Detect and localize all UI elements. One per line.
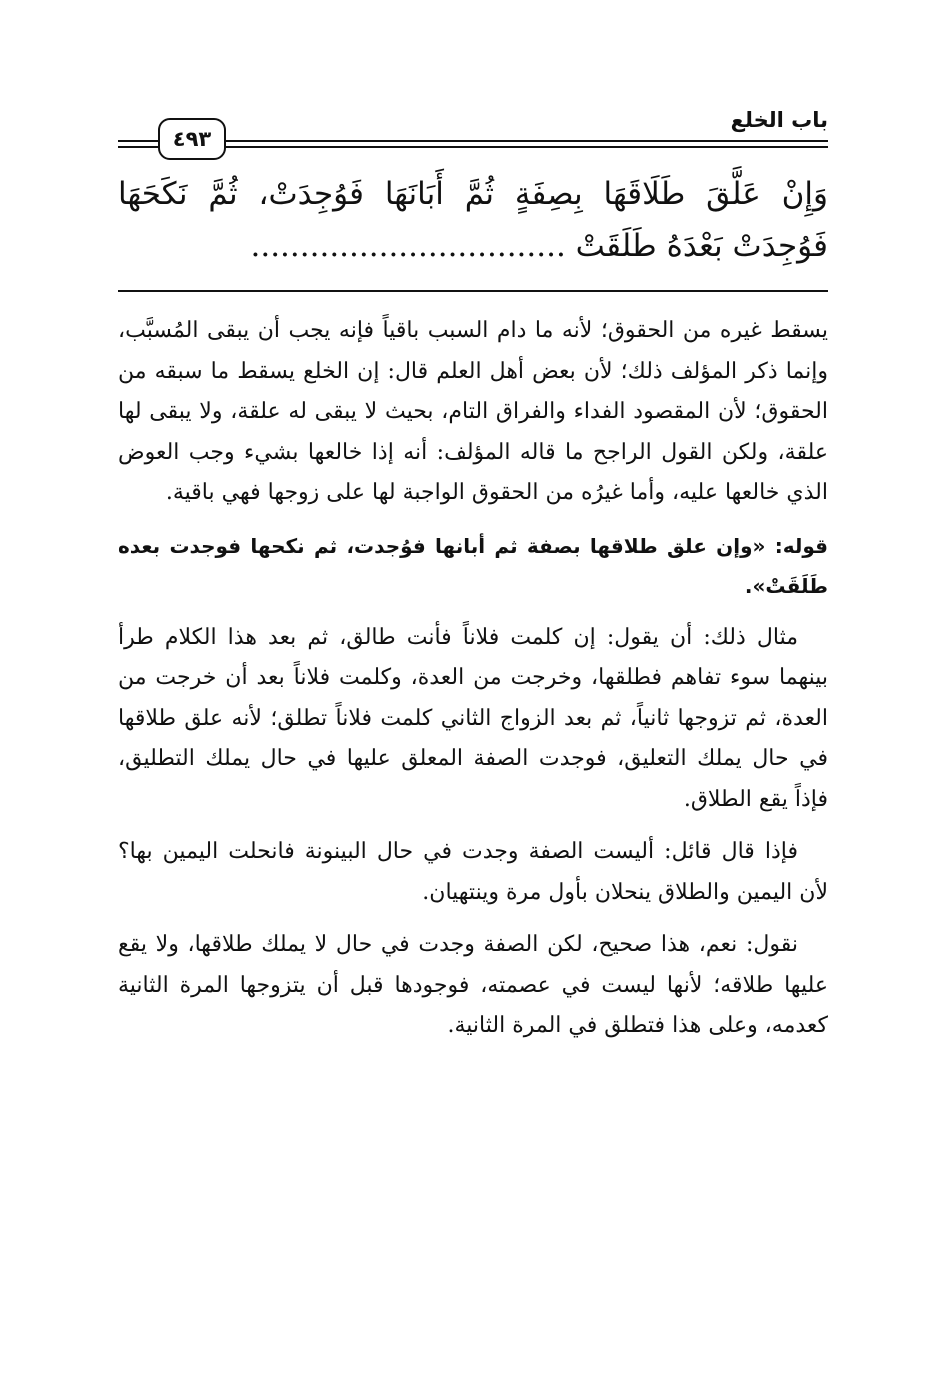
matn-text [118,168,828,272]
quote-label: قوله: [774,533,828,558]
header-rule-left [118,140,160,148]
commentary-paragraph-1: يسقط غيره من الحقوق؛ لأنه ما دام السبب باقياً فإنه يجب أن يبقى المُسبَّب، وإنما ذكر المؤلف ذلك؛ لأن بعض أهل العلم قال: إن الخلع يسقط ما سبقه من الحقوق؛ لأن المقصود الفداء والفراق التام، بحيث لا يبقى له علقة، ولا يبقى لها علقة، ولكن القول الراجح ما قاله المؤلف: أنه إذا خالعها بشيء وجب العوض الذي خالعها عليه، وأما غيرُه من الحقوق الواجبة لها على زوجها فهي باقية. [118,318,828,505]
matn-dots: ................................ [250,228,566,264]
quote-paragraph [118,526,828,606]
matn-separator [118,290,828,292]
header-rule [218,140,828,148]
commentary [118,311,828,1059]
page-number: ٤٩٣ [158,118,226,160]
page-header [118,108,828,158]
quote-text: «وإن علق طلاقها بصفة ثم أبانها فوُجدت، ثم نكحها فوجدت بعده طَلَقَتْ». [118,533,828,598]
commentary-paragraph-4: نقول: نعم، هذا صحيح، لكن الصفة وجدت في حال لا يملك طلاقها، ولا يقع عليها طلاقه؛ لأنها ليست في عصمته، فوجودها قبل أن يتزوجها المرة الثانية كعدمه، وعلى هذا فتطلق في المرة الثانية. [118,932,828,1038]
matn-line-2-text: فَوُجِدَتْ بَعْدَهُ طَلَقَتْ [575,228,828,264]
commentary-paragraph-3: فإذا قال قائل: أليست الصفة وجدت في حال البينونة فانحلت اليمين بها؟ لأن اليمين والطلاق ينحلان بأول مرة وينتهيان. [118,839,828,905]
matn-line-2 [118,220,828,272]
chapter-title: باب الخلع [730,108,828,132]
commentary-paragraph-2: مثال ذلك: أن يقول: إن كلمت فلاناً فأنت طالق، ثم بعد هذا الكلام طرأ بينهما سوء تفاهم فطلقها، وخرجت من العدة، وكلمت فلاناً بعد أن خرجت من العدة، ثم تزوجها ثانياً، ثم بعد الزواج الثاني كلمت فلاناً تطلق؛ لأنه علق طلاقها في حال يملك التعليق، فوجدت الصفة المعلق عليها في حال يملك التطليق، فإذاً يقع الطلاق. [118,624,828,812]
matn-line-1: وَإِنْ عَلَّقَ طَلَاقَهَا بِصِفَةٍ ثُمَّ أَبَانَهَا فَوُجِدَتْ، ثُمَّ نَكَحَهَا [118,176,828,212]
